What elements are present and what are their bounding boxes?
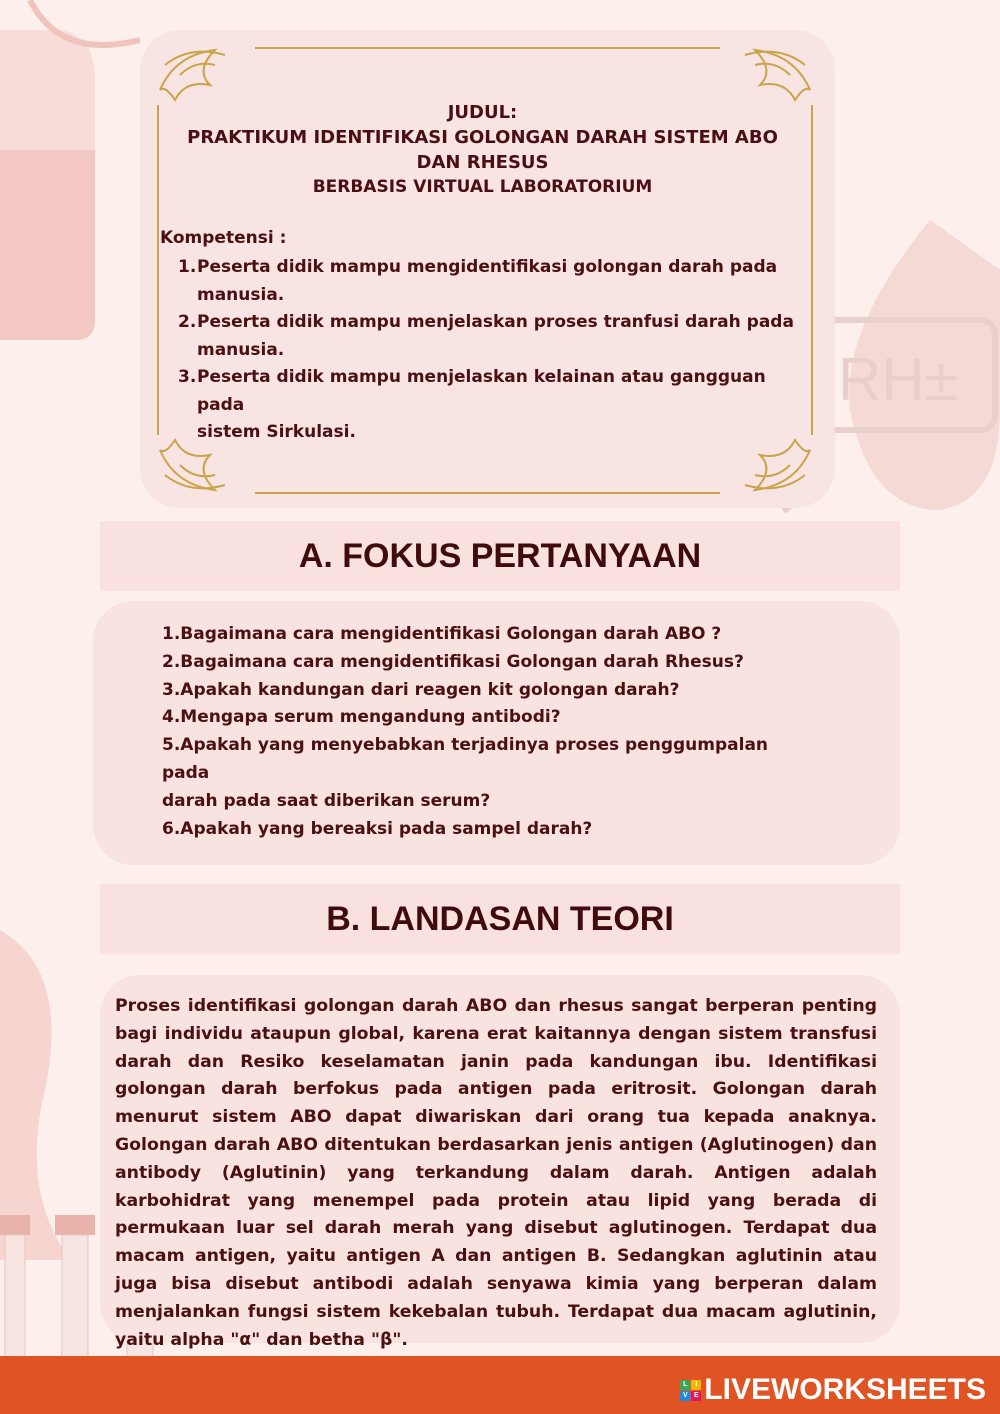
list-text-cont: sistem Sirkulasi. xyxy=(197,422,356,442)
title-line-2: DAN RHESUS xyxy=(416,152,549,173)
questions-list xyxy=(162,621,812,843)
question-item: 3.Apakah kandungan dari reagen kit golongan darah? xyxy=(162,679,680,700)
section-b-heading: B. LANDASAN TEORI xyxy=(326,899,674,938)
section-a-heading-bar xyxy=(100,521,900,591)
blood-bag-illustration xyxy=(0,0,140,360)
list-text: Peserta didik mampu menjelaskan proses tranfusi darah pada xyxy=(197,312,794,332)
judul-label: JUDUL: xyxy=(447,102,518,123)
theory-paragraph: Proses identifikasi golongan darah ABO dan rhesus sangat berperan penting bagi individu ataupun global, karena erat kaitannya dengan sistem transfusi darah dan Resiko keselamatan janin pada kandungan ibu. Identifikasi golongan darah berfokus pada antigen pada eritrosit. Golongan darah menurut sistem ABO dapat diwariskan dari orang tua kepada anaknya. Golongan darah ABO ditentukan berdasarkan jenis antigen (Aglutinogen) dan antibody (Aglutinin) yang terkandung dalam darah. Antigen adalah karbohidrat yang menempel pada protein atau lipid yang berada di permukaan luar sel darah merah yang disebut aglutinogen. Terdapat dua macam antigen, yaitu antigen A dan antigen B. Sedangkan aglutinin atau juga bisa disebut antibodi adalah senyawa kimia yang berperan dalam menjalankan fungsi sistem kekebalan tubuh. Terdapat dua macam aglutinin, yaitu alpha "α" dan betha "β". xyxy=(115,996,877,1350)
list-number: 1. xyxy=(178,257,197,277)
question-item: 5.Apakah yang menyebabkan terjadinya proses penggumpalan pada xyxy=(162,735,769,783)
section-b-heading-bar xyxy=(100,884,900,954)
question-item: 1.Bagaimana cara mengidentifikasi Golongan darah ABO ? xyxy=(162,624,722,644)
question-item: 2.Bagaimana cara mengidentifikasi Golongan darah Rhesus? xyxy=(162,651,744,672)
question-item-cont: darah pada saat diberikan serum? xyxy=(162,790,491,811)
list-number: 2. xyxy=(178,312,197,332)
liveworksheets-brand[interactable] xyxy=(680,1373,986,1407)
list-number: 3. xyxy=(178,367,197,387)
section-a-heading: A. FOKUS PERTANYAAN xyxy=(298,536,702,575)
kompetensi-list xyxy=(178,254,798,447)
list-text-cont: manusia. xyxy=(197,284,285,305)
question-item: 4.Mengapa serum mengandung antibodi? xyxy=(162,707,561,728)
question-item: 6.Apakah yang bereaksi pada sampel darah? xyxy=(162,818,593,839)
liveworksheets-logo-icon: L I V E xyxy=(680,1380,701,1401)
list-item xyxy=(178,309,798,364)
title-line-3: BERBASIS VIRTUAL LABORATORIUM xyxy=(312,177,653,197)
brand-name: LIVEWORKSHEETS xyxy=(704,1373,986,1406)
list-text: Peserta didik mampu mengidentifikasi golongan darah pada xyxy=(197,257,778,277)
list-text-cont: manusia. xyxy=(197,339,285,360)
document-title xyxy=(150,100,815,200)
title-line-1: PRAKTIKUM IDENTIFIKASI GOLONGAN DARAH SISTEM ABO xyxy=(187,127,778,148)
rh-decor-label: RH± xyxy=(838,346,958,413)
list-text: Peserta didik mampu menjelaskan kelainan atau gangguan pada xyxy=(197,367,766,415)
kompetensi-label: Kompetensi : xyxy=(160,228,287,248)
list-item xyxy=(178,254,798,309)
list-item xyxy=(178,364,798,447)
